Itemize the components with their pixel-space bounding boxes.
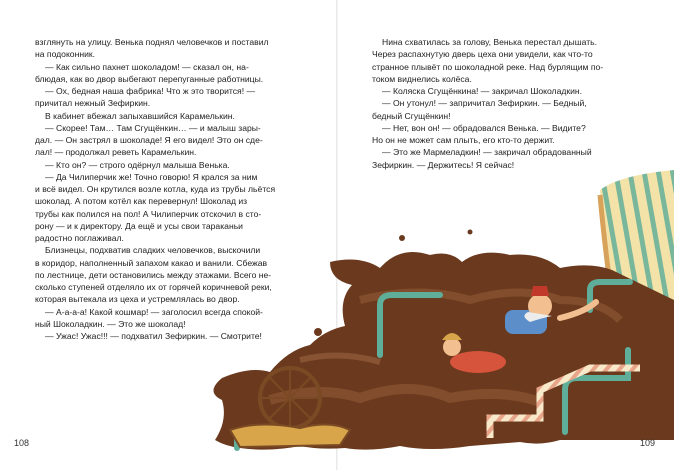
text-line: ный Шоколадкин. — Это же шоколад!	[35, 318, 186, 329]
text-line: — Кто он? — строго одёрнул малыша Венька.	[45, 159, 230, 170]
text-line: — Он утонул! — запричитал Зефиркин. — Бедный,	[382, 98, 587, 109]
text-line: — Скорее! Там… Там Сгущёнкин… — и малыш зары-	[45, 122, 261, 133]
text-line: — Ох, бедная наша фабрика! Что ж это творится! —	[45, 86, 256, 96]
text-line: — Это же Мармеладкин! — закричал обрадованный	[382, 147, 592, 158]
text-line: шоколад. А потом котёл как перевернул! Шоколад из	[35, 196, 248, 207]
text-line: радостно поглаживал.	[35, 233, 124, 243]
text-line: — Нет, вон он! — обрадовался Венька. — Видите?	[382, 122, 586, 133]
right-page-text	[372, 36, 640, 171]
text-line: — Как сильно пахнет шоколадом! — сказал он, на-	[45, 61, 249, 72]
text-line: рону — и к директору. Да ещё и усы свои тараканьи	[35, 220, 243, 231]
text-line: — А-а-а-а! Какой кошмар! — заголосил всегда спокой-	[45, 306, 263, 317]
text-line: странное плывёт по шоколадной реке. Над бурлящим по-	[372, 61, 604, 72]
text-line: В кабинет вбежал запыхавшийся Карамелькин.	[45, 110, 235, 121]
text-line: бедный Сгущёнкин!	[372, 110, 451, 121]
text-line: взглянуть на улицу. Венька поднял человечков и поставил	[35, 37, 269, 47]
text-line: — Да Чилиперчик же! Точно говорю! Я крался за ним	[45, 171, 258, 182]
page-number-left: 108	[14, 438, 30, 448]
text-line: Но он не может сам плыть, его кто-то держит.	[372, 135, 555, 145]
text-line: причитал нежный Зефиркин.	[35, 98, 151, 109]
text-line: и всё видел. Он крутился возле котла, куда из трубы льётся	[35, 184, 276, 194]
text-line: током виднелись колёса.	[372, 73, 472, 84]
text-line: на подоконник.	[35, 49, 96, 60]
text-line: которая вытекала из цеха и устремлялась во двор.	[35, 294, 240, 305]
text-line: в коридор, наполненный запахом какао и ванили. Сбежав	[35, 257, 268, 268]
left-page-text	[35, 36, 301, 342]
text-line: сколько ступеней отделяло их от горячей коричневой реки,	[35, 282, 272, 292]
text-line: — Ужас! Ужас!!! — подхватил Зефиркин. — Смотрите!	[45, 331, 262, 341]
text-line: блюдая, как во двор выбегают перепуганные работницы.	[35, 73, 264, 84]
text-line: Зефиркин. — Держитесь! Я сейчас!	[372, 159, 515, 170]
text-line: — Коляска Сгущёнкина! — закричал Шоколадкин.	[382, 86, 583, 96]
text-line: дал. — Он застрял в шоколаде! Я его видел! Это он сде-	[35, 135, 263, 145]
text-line: лал! — продолжал реветь Карамелькин.	[35, 147, 197, 158]
text-line: Через распахнутую дверь цеха они увидели, как что-то	[372, 49, 593, 60]
text-line: Нина схватилась за голову, Венька перестал дышать.	[382, 37, 598, 47]
text-line: по лестнице, дети остановились между этажами. Всего не-	[35, 269, 272, 280]
text-line: Близнецы, подхватив сладких человечков, выскочили	[45, 245, 261, 256]
text-line: трубы как полился на пол! А Чилиперчик отскочил в сто-	[35, 208, 262, 219]
page-number-right: 109	[640, 438, 656, 448]
